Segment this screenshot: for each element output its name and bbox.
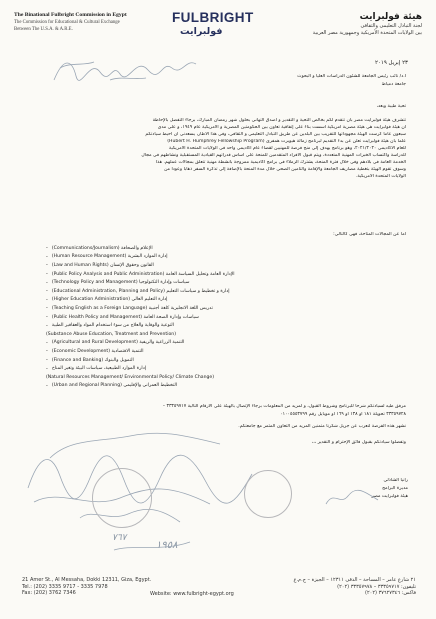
addressee-university: جامعة دمياط xyxy=(381,82,406,87)
org-subtitle-en: The Commission for Educational & Cultural Exchange xyxy=(14,20,120,25)
official-seal xyxy=(92,468,152,528)
footer-tel-ar: تليفون: ٣٣٣٥٩٧١٧ – ٣٣٣٥٧٩٧٨ (٢٠٢) xyxy=(337,583,416,590)
closing-line: وتفضلوا سيادتكم بقبول فائق الإحترام و التقدير ،،، xyxy=(311,440,406,445)
addressee-title: أ.د/ نائب رئيس الجامعة للشئون الدراسات العليا و البحوث xyxy=(297,74,406,79)
footer-fax-ar: فاكس: ٣٧٦٢٧٣٤٦ (٢٠٢) xyxy=(365,590,416,596)
list-item: إدارة التعليم العالى (Higher Education Administration) - xyxy=(46,296,168,303)
signatory-title: مديرة البرامج xyxy=(382,486,408,491)
list-item: إدارة الموارد الطبيعية، سياسات البيئة وتغير المناخ - xyxy=(46,365,147,372)
body-line: تتشرف هيئة فولبرايت مصر بأن تتقدم لكم بخالص التحية و التقدير و أصدق التهانى بحلول شهر رمضان المبارك، برجاء التفضل بالإحاطة xyxy=(152,118,406,123)
handwritten-date-note: ١٩٥٨ xyxy=(156,540,178,551)
closing-line: نشهز هذه الفرصة لنعرب عن جزيل شكرنا متمنين المزيد من التعاون المثمر مع جامعتكم. xyxy=(238,424,406,429)
body-line: وسوف تقوم الهيئة بتغطية مصاريف الجامعة والإقامة والتأمين الصحى خلال مدة المنحة بالإضافة إلى تذكرة السفر ذهاباً وعوداً من xyxy=(164,167,406,172)
header-english-block xyxy=(14,12,164,32)
greeting: تحية طيبة وبعد، xyxy=(376,104,406,109)
body-line: للعام الأكاديمى ٢٠٢١/٢٠٢٠، وهو برنامج يهدف إلى منح فرصة للمهنيين لقضاء عام أكاديمى واحد فى الولايات المتحدة الأمريكية xyxy=(169,146,406,151)
list-item: إدارة الموارد البشرية (Human Resource Management) - xyxy=(46,253,168,260)
footer-english xyxy=(22,577,151,597)
fulbright-logo xyxy=(170,10,254,40)
closing-line: مرفق طيه لسيادتكم شرحاً للبرنامج وشروط القبول، و لمزيد من المعلومات برجاء الإتصال بالهيئة على الأرقام التالية ٣٣٣٥٩٧١٧ – xyxy=(162,404,406,409)
org-name-en: The Binational Fulbright Commission in Egypt xyxy=(14,12,127,18)
list-item: التنمية الزراعية والريفية (Agricultural and Rural Development) - xyxy=(46,339,185,346)
logo-wordmark: FULBRIGHT xyxy=(172,10,254,25)
body-line: علماً بأن هيئة فولبرايت تعلن عن بدء التقديم لبرنامج زمالة هيوبرت همفرى (Hubert H. Humphrey Fellowship Program) xyxy=(167,139,406,144)
handwritten-underline xyxy=(112,530,192,554)
list-item: القانون وحقوق الإنسان (Law and Human Rights) - xyxy=(46,262,154,269)
list-item: سياسات وإدارة التكنولوجيا (Technology Policy and Management) - xyxy=(46,279,190,286)
body-line: أن هيئة فولبرايت هى هيئة مصرية أمريكية أسست بناء على إتفاقية تعاون بين الحكومتين المصرية و الأمريكية عام ١٩٤٩، و على مدى xyxy=(157,125,406,130)
footer-fax-en: Fax: (202) 3762 7346 xyxy=(22,590,76,596)
body-line: الخدمة العامة فى بلادهم وفى خلال فترة المنحة، يشترك الزملاء فى برامج أكاديمية ممزوجة بأنشطة مهنية تتعلق بمجالات عملهم. هذا xyxy=(155,160,406,165)
letter-date: ٢٣ إبريل ٢٠١٩ xyxy=(374,60,408,66)
official-seal xyxy=(244,470,292,518)
org-subtitle-ar: لجنة التبادل التعليمى والثقافى xyxy=(360,23,422,29)
list-item: تدريس اللغة الانجليزية كلغة أجنبية (Teaching English as a Foreign Language) - xyxy=(46,305,213,312)
list-item: (Substance Abuse Education, Treatment and Prevention) xyxy=(46,331,177,337)
footer-tel-en: Tel.: (202) 3335 9717 - 3335 7978 xyxy=(22,583,108,590)
fields-intro: أما عن المجالات المتاحة، فهى كالتالى: xyxy=(333,232,406,237)
header-arabic-block xyxy=(257,12,422,36)
body-line: سبعون عاماً كرست الهيئة مجهوداتها للتقريب بين البلدين عن طريق التبادل التعليمى و الثقافى، وفى هذا الاطار، يسعدنى أن أحيط سيادتكم xyxy=(145,132,406,137)
footer-arabic xyxy=(293,577,416,597)
fields-list xyxy=(46,244,406,390)
body-line: للدراسة واكتساب الخبرات المهنية المتعددة، ويتم قبول الأفراد المتقدمين للمنحة على أساس قدراتهم القيادية المستقبلية ونشاطهم فى مجال xyxy=(141,153,406,158)
list-item: التنمية الاقتصادية (Economic Development) - xyxy=(46,348,144,355)
signature-mark xyxy=(322,486,382,510)
list-item: التخطيط العمرانى والإقليمى (Urban and Regional Planning) - xyxy=(46,382,178,389)
list-item: الإعلام والصحافة (Communications/Journalism) - xyxy=(46,245,153,252)
logo-arabic: فولبرايت xyxy=(180,26,223,37)
body-line: الولايات المتحدة الأمريكية. xyxy=(355,174,406,179)
signatory-name: رانيا الشاذلى xyxy=(383,478,408,483)
closing-line: ٣٣٣٥٩٧٢٨ تحويلة ١٨١ أو ١٣٨ أو ١٦٩ أو موبايل رقم ٠١٠٠٥٥٥٣٧٩٩ xyxy=(280,412,406,417)
footer-address-en: 21 Amer St., Al Messaha, Dokki 12311, Giza, Egypt. xyxy=(22,577,152,583)
list-item: التوعية والوقاية والعلاج من سوء استخدام المواد والعقاقير الطبية - xyxy=(46,322,174,329)
org-name-ar: هيئة فولبرايت xyxy=(359,12,422,22)
org-countries-en: Between The U.S.A. & A.R.E. xyxy=(14,27,73,32)
list-item: (Natural Resources Management/ Environmental Policy/ Climate Change) xyxy=(46,374,215,380)
list-item: سياسات وإدارة الصحة العامة (Public Health Policy and Management) - xyxy=(46,314,199,321)
handwritten-number: ٧٦٧ xyxy=(112,533,127,543)
list-item: إدارة و تخطيط و سياسات التعليم (Educational Administration, Planning and Policy) - xyxy=(46,288,230,295)
list-item: التمويل والبنوك (Finance and Banking) - xyxy=(46,357,134,364)
footer-website: Website: www.fulbright-egypt.org xyxy=(150,591,234,597)
footer-address-ar: ٢١ شارع عامر – المساحة – الدقى ١٢٣١١ – الجيزة – ج.م.ع xyxy=(293,577,416,583)
list-item: الإدارة العامة وتحليل السياسة العامة (Public Policy Analysis and Public Administration) - xyxy=(46,271,235,278)
signatory-org: هيئة فولبرايت مصر xyxy=(371,494,408,499)
org-countries-ar: بين الولايات المتحدة الأمريكية وجمهورية مصر العربية xyxy=(312,30,422,36)
